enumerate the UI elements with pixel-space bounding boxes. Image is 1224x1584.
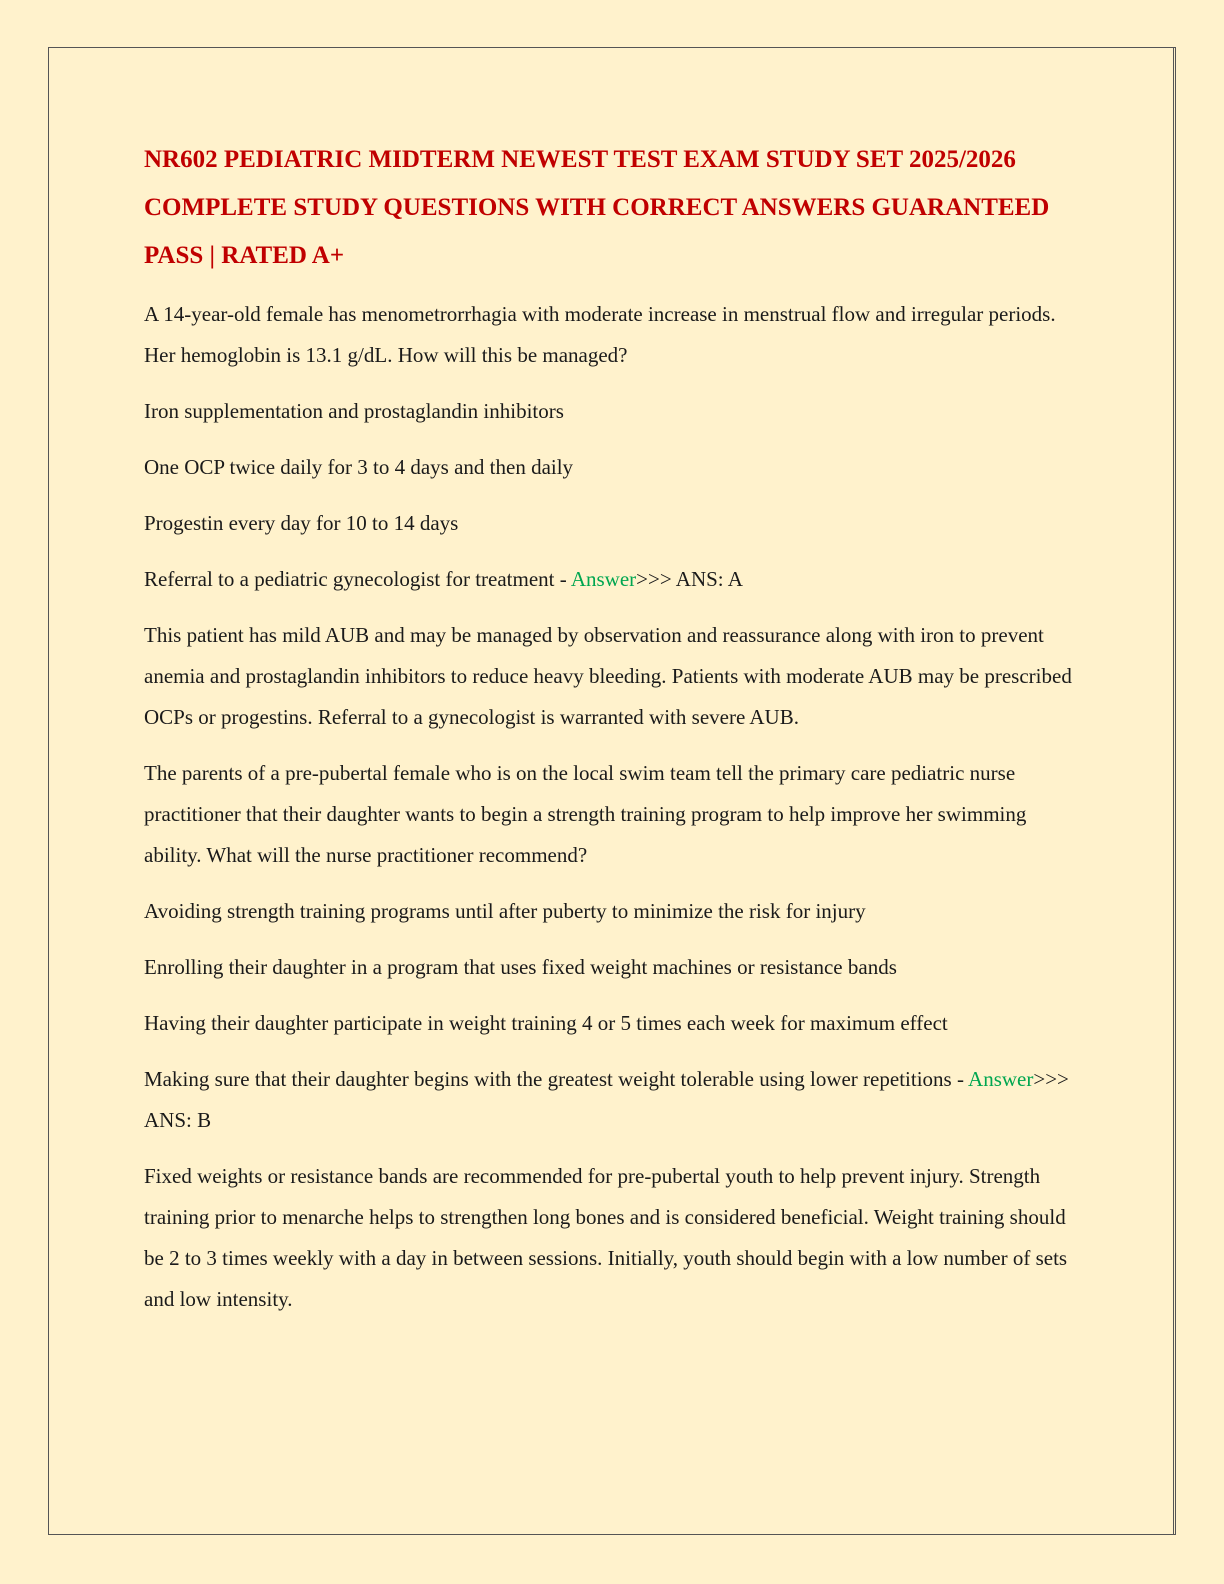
question-2-option-d-with-answer	[144, 1059, 1084, 1141]
question-2-answer: >>> ANS: B	[144, 1067, 1069, 1132]
question-1-option-b: One OCP twice daily for 3 to 4 days and then daily	[144, 455, 574, 479]
question-1-option-d: Referral to a pediatric gynecologist for treatment	[144, 567, 555, 591]
document-title: NR602 PEDIATRIC MIDTERM NEWEST TEST EXAM STUDY SET 2025/2026 COMPLETE STUDY QUESTIONS WITH CORRECT ANSWERS GUARANTEED PASS | RATED A+	[144, 146, 1050, 269]
question-1-answer: >>> ANS: A	[636, 567, 743, 591]
question-1-option-c: Progestin every day for 10 to 14 days	[144, 511, 459, 535]
question-2-rationale: Fixed weights or resistance bands are recommended for pre-pubertal youth to help prevent injury. Strength training prior to menarche helps to strengthen long bones and is considered beneficial. Weight training should be 2 to 3 times weekly with a day in between sessions. Initially, youth should begin with a low number of sets and low intensity.	[144, 1164, 1068, 1311]
question-1-rationale: This patient has mild AUB and may be managed by observation and reassurance along with iron to prevent anemia and prostaglandin inhibitors to reduce heavy bleeding. Patients with moderate AUB may be prescribed OCPs or progestins. Referral to a gynecologist is warranted with severe AUB.	[144, 623, 1072, 729]
question-2-option-d: Making sure that their daughter begins with the greatest weight tolerable using lower repetitions	[144, 1067, 952, 1091]
question-1-stem: A 14-year-old female has menometrorrhagia with moderate increase in menstrual flow and irregular periods. Her hemoglobin is 13.1 g/dL. How will this be managed?	[144, 302, 1056, 367]
answer-separator: -	[951, 1067, 969, 1091]
answer-label: Answer	[570, 567, 637, 591]
question-2-option-c: Having their daughter participate in weight training 4 or 5 times each week for maximum effect	[144, 1011, 948, 1035]
question-1-option-a: Iron supplementation and prostaglandin inhibitors	[144, 399, 564, 423]
answer-label: Answer	[968, 1067, 1034, 1091]
page-border-right	[1173, 47, 1174, 1535]
answer-separator: -	[554, 567, 571, 591]
question-2-stem: The parents of a pre-pubertal female who is on the local swim team tell the primary care pediatric nurse practitioner that their daughter wants to begin a strength training program to help improve her swimming ability. What will the nurse practitioner recommend?	[144, 761, 1027, 867]
question-2-option-b: Enrolling their daughter in a program that uses fixed weight machines or resistance bands	[144, 955, 897, 979]
question-1-option-d-with-answer	[144, 559, 1084, 600]
document-body	[144, 136, 1084, 1335]
question-2-option-a: Avoiding strength training programs until after puberty to minimize the risk for injury	[144, 899, 866, 923]
